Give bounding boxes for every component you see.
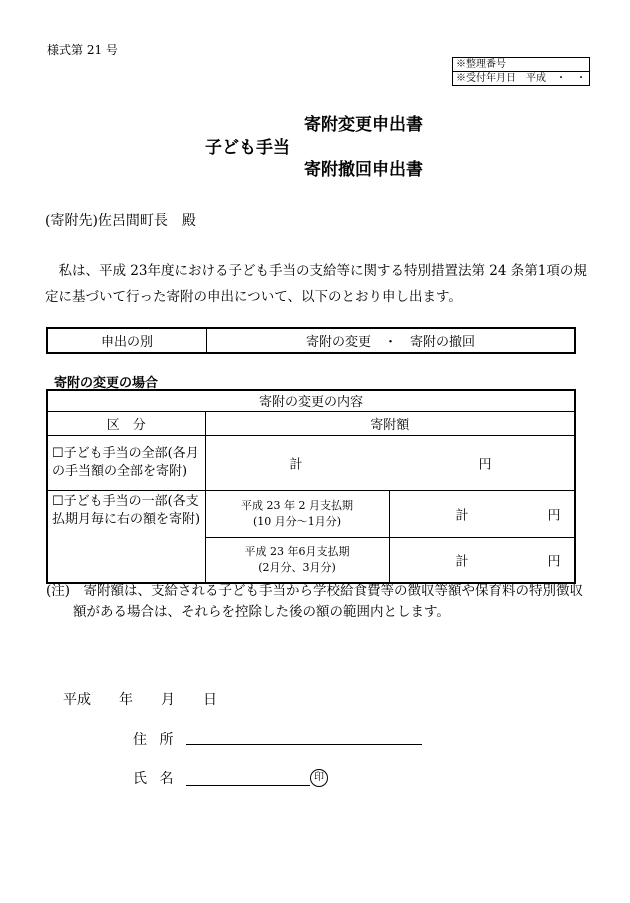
amount-jun-field[interactable] <box>389 537 575 583</box>
seal-mark: 印 <box>310 769 328 787</box>
note-line-2: 額がある場合は、それらを控除した後の額の範囲内とします。 <box>73 604 450 620</box>
period-feb-months: (10 月分～1月分) <box>252 514 342 528</box>
note <box>46 581 591 623</box>
total-label: 計 <box>289 457 303 472</box>
title-prefix: 子ども手当 <box>205 138 290 158</box>
col-header-category: 区 分 <box>47 411 205 435</box>
amount-feb-field[interactable] <box>389 490 575 537</box>
title-withdraw: 寄附撤回申出書 <box>304 160 423 180</box>
change-section-heading: 寄附の変更の場合 <box>54 376 159 391</box>
ref-number-label: ※整理番号 <box>456 59 506 70</box>
request-type-label: 申出の別 <box>47 328 207 353</box>
request-type-options[interactable]: 寄附の変更 ・ 寄附の撤回 <box>207 328 576 353</box>
change-detail-table <box>46 389 576 584</box>
body-paragraph: 私は、平成 23年度における子ども手当の支給等に関する特別措置法第 24 条第1項の規定に基づいて行った寄附の申出について、以下のとおり申し出ます。 <box>45 263 587 305</box>
date-line[interactable]: 平成 年 月 日 <box>63 692 217 708</box>
total-label: 計 <box>455 554 469 570</box>
total-label: 計 <box>455 508 469 523</box>
addressee: (寄附先)佐呂間町長 殿 <box>45 213 196 229</box>
name-label: 氏 名 <box>133 771 178 787</box>
address-label: 住 所 <box>133 732 178 748</box>
option-partial-checkbox[interactable]: ☐子ども手当の一部(各支払期月毎に右の額を寄附) <box>47 490 205 583</box>
period-feb <box>205 490 389 537</box>
change-table-title: 寄附の変更の内容 <box>47 390 575 411</box>
received-date-label: ※受付年月日 平成 ・ ・ <box>453 71 589 85</box>
period-jun-title: 平成 23 年6月支払期 <box>244 544 350 558</box>
name-field[interactable] <box>186 785 310 786</box>
amount-all-field[interactable] <box>205 435 575 490</box>
option-all-checkbox[interactable]: ☐子ども手当の全部(各月の手当額の全部を寄附) <box>47 435 205 490</box>
title-change: 寄附変更申出書 <box>304 115 423 135</box>
period-jun-months: (2月分、3月分) <box>258 560 336 574</box>
yen-label: 円 <box>478 457 492 472</box>
office-use-box <box>452 57 590 86</box>
col-header-amount: 寄附額 <box>205 411 575 435</box>
yen-label: 円 <box>547 554 561 570</box>
request-type-table <box>46 327 576 354</box>
note-line-1: (注) 寄附額は、支給される子ども手当から学校給食費等の徴収等額や保育料の特別徴収 <box>46 583 584 599</box>
period-feb-title: 平成 23 年 2 月支払期 <box>241 498 353 512</box>
yen-label: 円 <box>547 508 561 523</box>
address-field[interactable] <box>186 744 422 745</box>
period-jun <box>205 537 389 583</box>
form-number: 様式第 21 号 <box>47 43 118 57</box>
